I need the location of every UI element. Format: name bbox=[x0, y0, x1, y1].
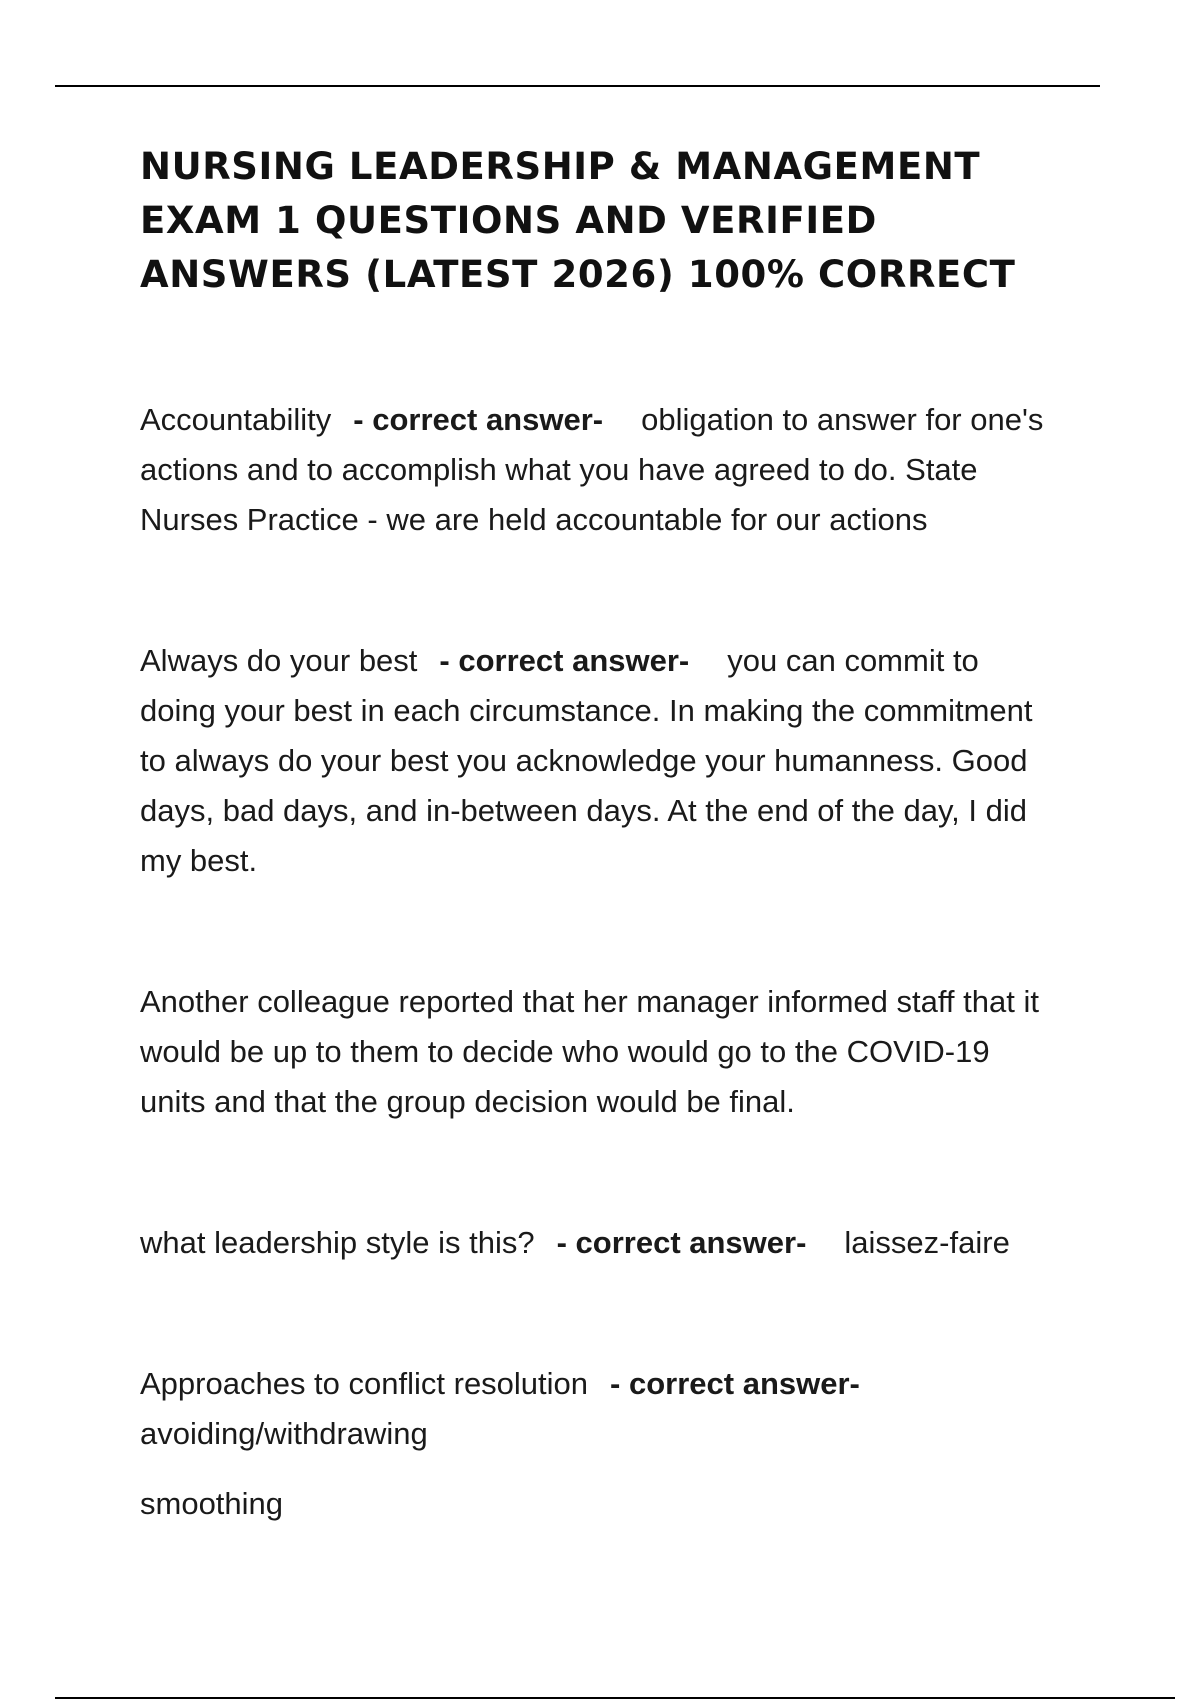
answer-text: you can commit to doing your best in each circumstance. In making the commitment to always do your best you acknowledge your humanness. Good days, bad days, and in-between days. At the end of the day, I did my best. bbox=[140, 643, 1033, 878]
question-text: Approaches to conflict resolution bbox=[140, 1366, 589, 1401]
qa-item bbox=[140, 1359, 1060, 1459]
answer-text: obligation to answer for one's actions and to accomplish what you have agreed to do. State Nurses Practice - we are held accountable for our actions bbox=[140, 402, 1044, 537]
question-text: what leadership style is this? bbox=[140, 1225, 535, 1260]
question-text: Another colleague reported that her manager informed staff that it would be up to them to decide who would go to the COVID-19 units and that the group decision would be final. bbox=[140, 984, 1039, 1119]
question-text: Always do your best bbox=[140, 643, 418, 678]
question-text: Accountability bbox=[140, 402, 332, 437]
qa-item bbox=[140, 395, 1060, 545]
qa-item bbox=[140, 636, 1060, 886]
qa-item bbox=[140, 977, 1060, 1127]
answer-marker: - correct answer- bbox=[556, 1225, 807, 1260]
answer-marker: - correct answer- bbox=[610, 1366, 860, 1401]
qa-item bbox=[140, 1218, 1060, 1268]
answer-text: avoiding/withdrawing bbox=[140, 1416, 428, 1451]
answer-marker: - correct answer- bbox=[353, 402, 604, 437]
answer-marker: - correct answer- bbox=[439, 643, 690, 678]
document-title: NURSING LEADERSHIP & MANAGEMENT EXAM 1 QUESTIONS AND VERIFIED ANSWERS (LATEST 2026) 100% CORRECT bbox=[140, 145, 1016, 296]
bottom-rule bbox=[55, 1697, 1175, 1699]
answer-text: laissez-faire bbox=[844, 1225, 1010, 1260]
document-body bbox=[140, 140, 1060, 1529]
top-rule bbox=[55, 85, 1100, 87]
answer-continuation: smoothing bbox=[140, 1486, 284, 1521]
